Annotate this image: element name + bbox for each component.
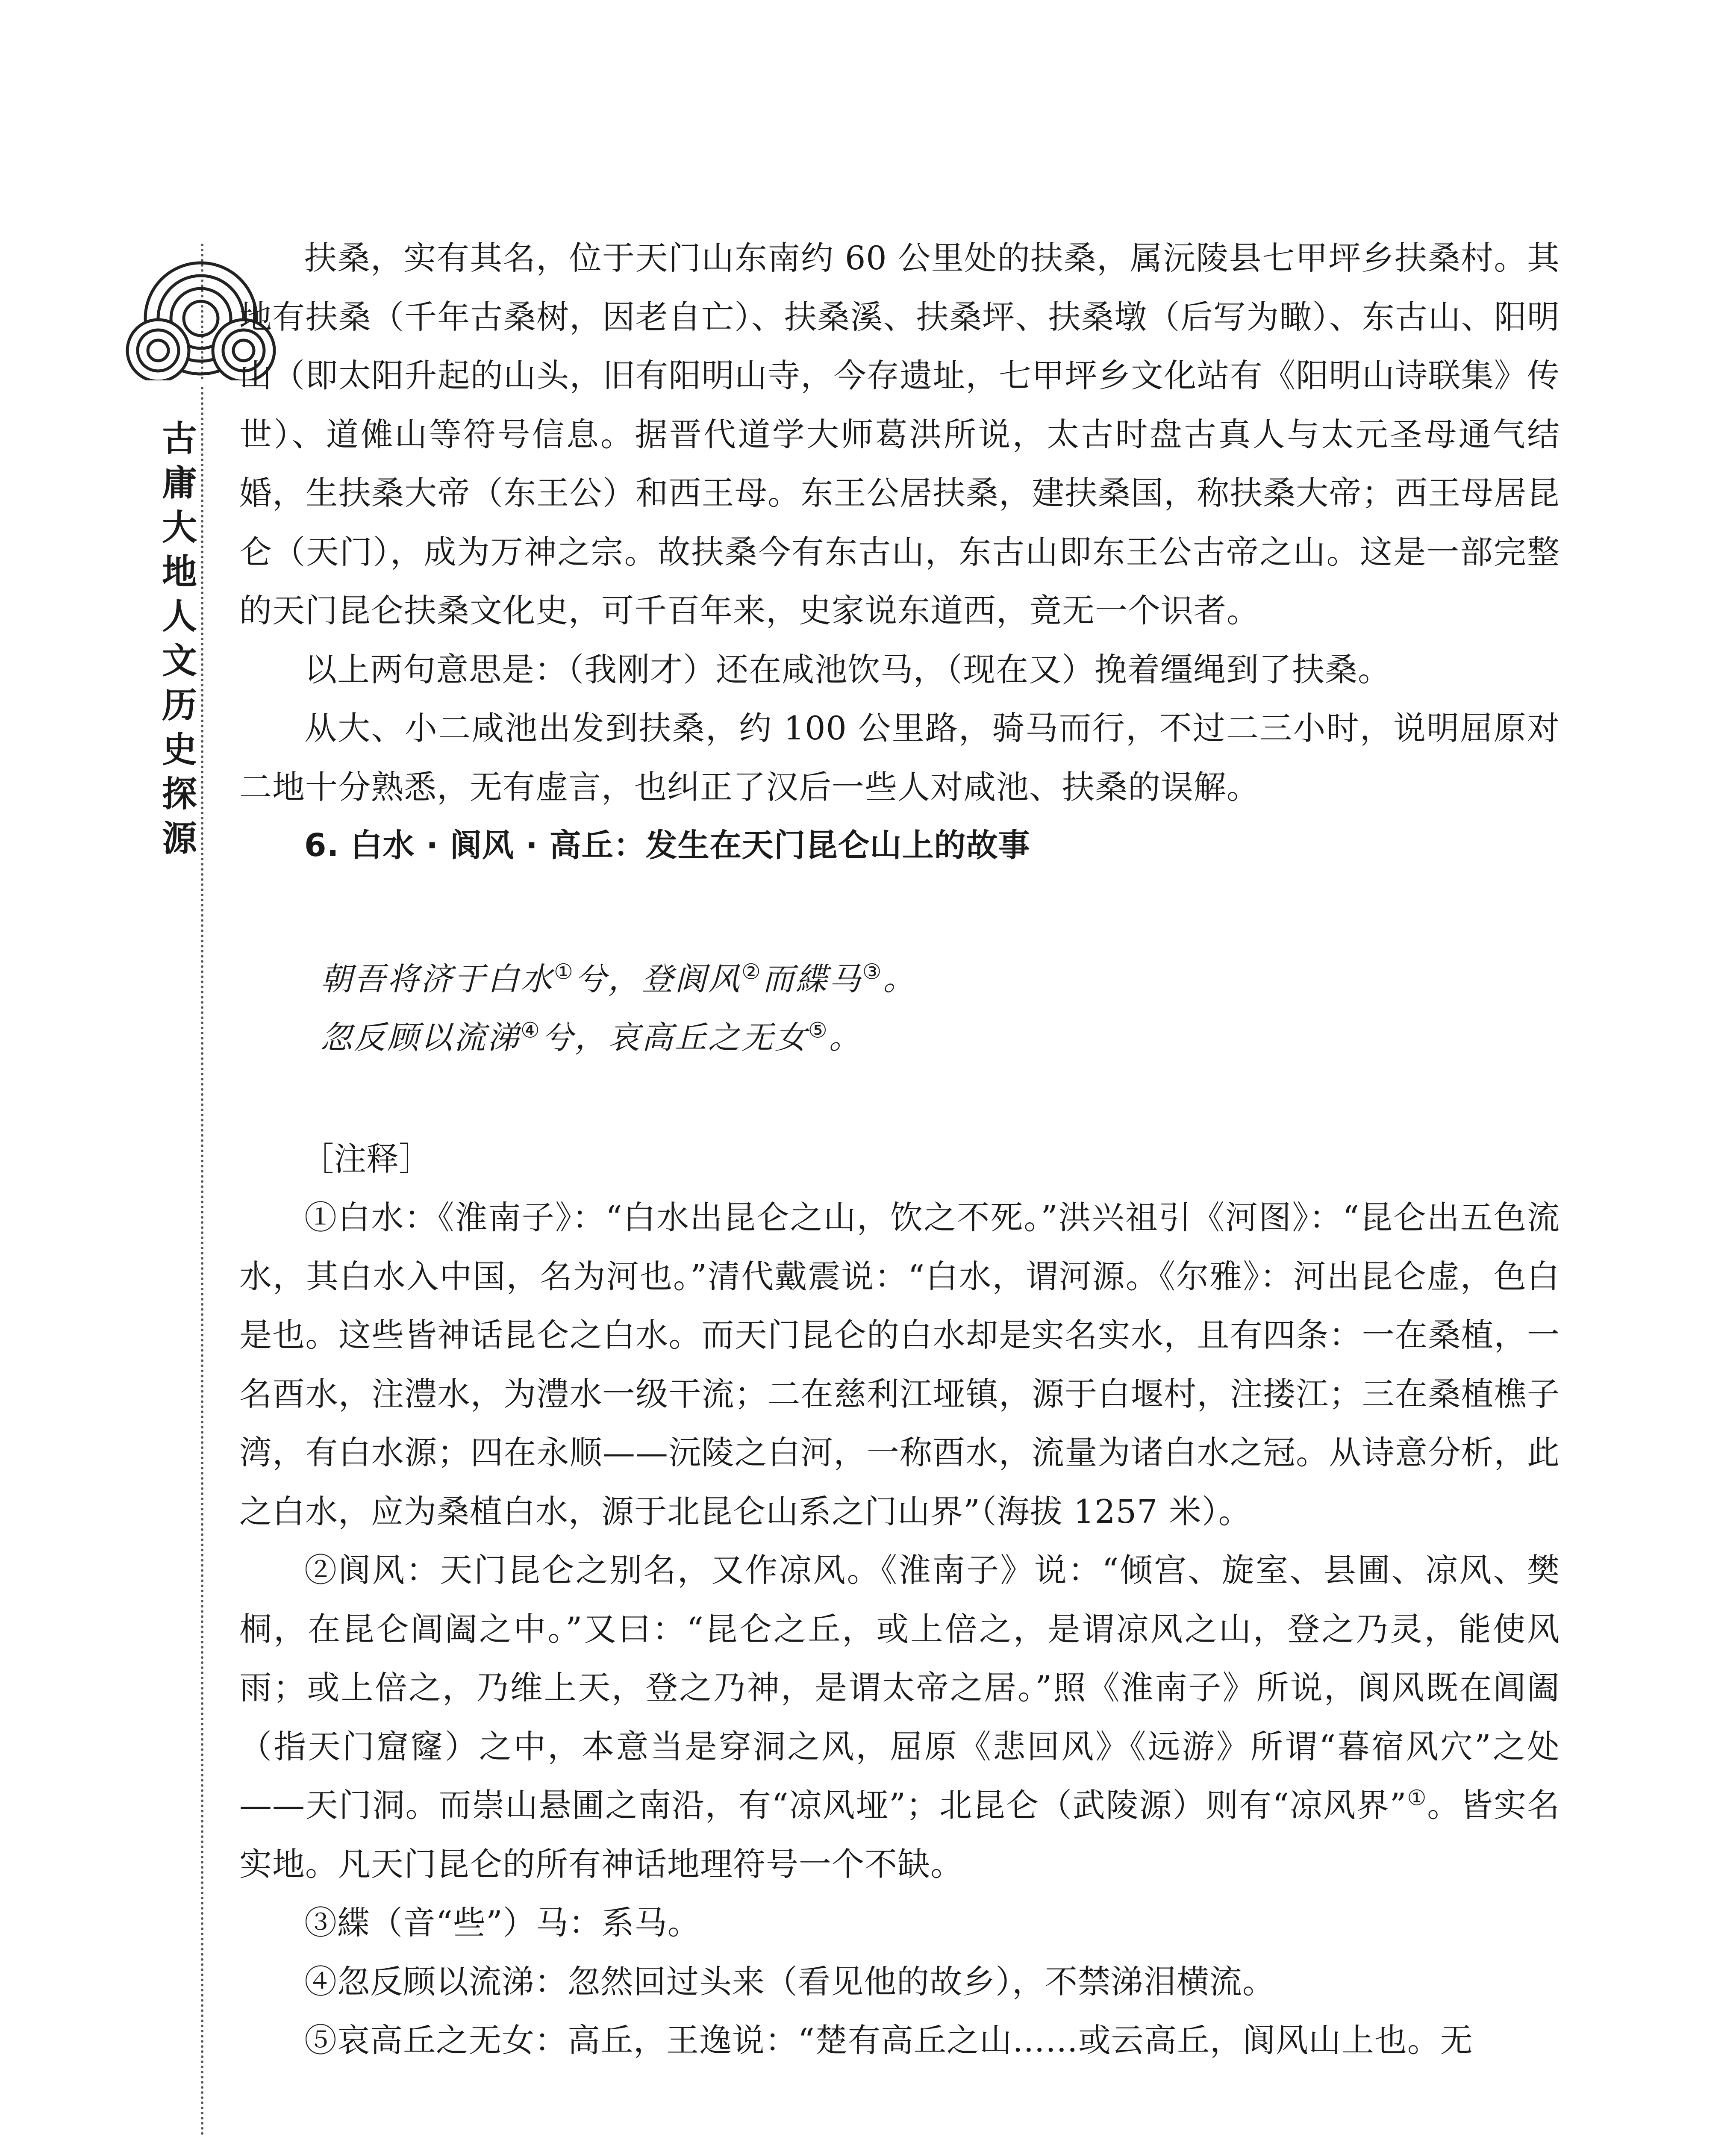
note-2-langfeng (239, 1541, 1560, 1893)
note-4-liuti: ④忽反顾以流涕：忽然回过头来（看见他的故乡），不禁涕泪横流。 (304, 1962, 1275, 2001)
poem-line-2-part-a: 忽反顾以流涕 (321, 1019, 521, 1056)
poem-note-mark: ⑤ (808, 1018, 829, 1043)
poem-line-2-part-b: 兮，哀高丘之无女 (541, 1019, 808, 1056)
book-title-vertical: 古庸大地人文历史探源 (162, 418, 197, 859)
paragraph-fusang: 扶桑，实有其名，位于天门山东南约 60 公里处的扶桑，属沅陵县七甲坪乡扶桑村。其地有扶桑（千年古桑树，因老自亡）、扶桑溪、扶桑坪、扶桑墩（后写为瞰）、东古山、阳明山（即太阳升起的山头，旧有阳明山寺，今存遗址，七甲坪乡文化站有《阳明山诗联集》传世）、道傩山等符号信息。据晋代道学大师葛洪所说，太古时盘古真人与太元圣母通气结婚，生扶桑大帝（东王公）和西王母。东王公居扶桑，建扶桑国，称扶桑大帝；西王母居昆仑（天门），成为万神之宗。故扶桑今有东古山，东古山即东王公古帝之山。这是一部完整的天门昆仑扶桑文化史，可千百年来，史家说东道西，竟无一个识者。 (239, 239, 1560, 630)
poem-line-1-part-c: 而緤马 (762, 960, 862, 998)
poem-line-2 (321, 1009, 1560, 1068)
poem-line-1-part-d: 。 (883, 960, 917, 998)
margin-dotted-rule (201, 244, 203, 2137)
note-5-gaoqiu: ⑤哀高丘之无女：高丘，王逸说：“楚有高丘之山……或云高丘，阆风山上也。无 (304, 2021, 1473, 2059)
poem-line-1-part-a: 朝吾将济于白水 (321, 960, 554, 998)
paragraph-meaning: 以上两句意思是：（我刚才）还在咸池饮马，（现在又）挽着缰绳到了扶桑。 (304, 650, 1391, 689)
poem-note-mark: ② (741, 959, 762, 984)
section-heading: 6. 白水 · 阆风 · 高丘：发生在天门昆仑山上的故事 (304, 827, 1030, 864)
poem-line-1 (321, 950, 1560, 1009)
poem-note-mark: ① (554, 959, 575, 984)
note-2-text: ②阆风：天门昆仑之别名，又作凉风。《淮南子》说：“倾宫、旋室、县圃、凉风、樊桐，在昆仑阊阖之中。”又曰：“昆仑之丘，或上倍之，是谓凉风之山，登之乃灵，能使风雨；或上倍之，乃维上天，登之乃神，是谓太帝之居。”照《淮南子》所说，阆风既在阊阖（指天门窟窿）之中，本意当是穿洞之风，屈原《悲回风》《远游》所谓“暮宿风穴”之处——天门洞。而崇山悬圃之南沿，有“凉风垭”；北昆仑（武陵源）则有“凉风界” (239, 1551, 1560, 1824)
notes-label: ［注释］ (301, 1139, 431, 1178)
note-1-baishui: ①白水：《淮南子》：“白水出昆仑之山，饮之不死。”洪兴祖引《河图》：“昆仑出五色流水，其白水入中国，名为河也。”清代戴震说：“白水，谓河源。《尔雅》：河出昆仑虚，色白是也。这些皆神话昆仑之白水。而天门昆仑的白水却是实名实水，且有四条：一在桑植，一名酉水，注澧水，为澧水一级干流；二在慈利江垭镇，源于白堰村，注搂江；三在桑植樵子湾，有白水源；四在永顺——沅陵之白河，一称酉水，流量为诸白水之冠。从诗意分析，此之白水，应为桑植白水，源于北昆仑山系之门山界”（海拔 1257 米）。 (239, 1198, 1560, 1531)
poem-quote (239, 950, 1560, 1068)
footnote-ref-mark: ① (1406, 1785, 1427, 1810)
page-body (239, 229, 1560, 2070)
poem-note-mark: ④ (521, 1018, 541, 1043)
paragraph-distance: 从大、小二咸池出发到扶桑，约 100 公里路，骑马而行，不过二三小时，说明屈原对二地十分熟悉，无有虚言，也纠正了汉后一些人对咸池、扶桑的误解。 (239, 709, 1560, 806)
poem-line-1-part-b: 兮，登阆风 (574, 960, 741, 998)
note-3-xiema: ③緤（音“些”）马：系马。 (304, 1904, 700, 1942)
note-2-tail: 。皆实名实地。凡天门昆仑的所有神话地理符号一个不缺。 (239, 1786, 1560, 1883)
poem-line-2-part-c: 。 (829, 1019, 862, 1056)
poem-note-mark: ③ (862, 959, 883, 984)
